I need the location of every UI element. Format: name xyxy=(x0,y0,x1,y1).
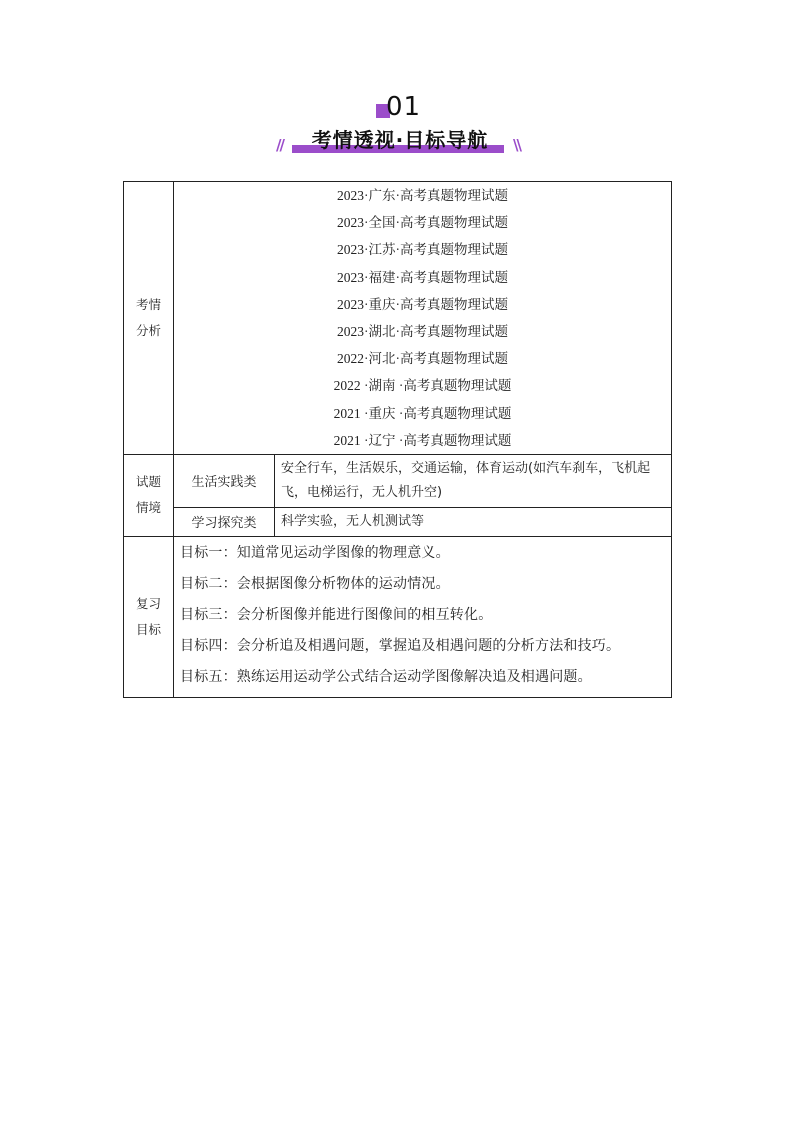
goal-item: 目标二：会根据图像分析物体的运动情况。 xyxy=(180,575,450,592)
exam-item: 2022 ·湖南 ·高考真题物理试题 xyxy=(333,378,512,394)
goal-item: 目标五：熟练运用运动学公式结合运动学图像解决追及相遇问题。 xyxy=(180,668,592,685)
goals-list xyxy=(174,536,672,697)
exam-item: 2023·全国·高考真题物理试题 xyxy=(337,215,508,231)
section-title-text: 考情透视·目标导航 xyxy=(311,128,489,152)
context-row-life xyxy=(124,454,672,507)
context-type: 学习探究类 xyxy=(174,507,275,536)
section-title xyxy=(276,126,520,156)
section-number-text: 01 xyxy=(386,92,422,122)
section-number xyxy=(376,92,436,124)
goal-item: 目标三：会分析图像并能进行图像间的相互转化。 xyxy=(180,606,493,623)
exam-item: 2021 ·辽宁 ·高考真题物理试题 xyxy=(333,432,512,448)
analysis-label: 考情 分析 xyxy=(124,182,174,455)
exam-item: 2023·广东·高考真题物理试题 xyxy=(337,188,508,203)
section-header xyxy=(0,92,794,162)
context-row-study xyxy=(124,507,672,536)
exam-list xyxy=(174,182,672,455)
analysis-row xyxy=(124,182,672,455)
exam-item: 2021 ·重庆 ·高考真题物理试题 xyxy=(333,405,512,421)
goal-item: 目标一：知道常见运动学图像的物理意义。 xyxy=(180,544,450,561)
exam-item: 2023·江苏·高考真题物理试题 xyxy=(337,242,508,258)
exam-item: 2022·河北·高考真题物理试题 xyxy=(337,351,508,367)
goals-row xyxy=(124,536,672,697)
context-content: 安全行车，生活娱乐，交通运输，体育运动(如汽车刹车，飞机起飞，电梯运行，无人机升空) xyxy=(275,454,672,507)
context-label: 试题 情境 xyxy=(124,454,174,536)
exam-item: 2023·湖北·高考真题物理试题 xyxy=(337,323,508,339)
goal-item: 目标四：会分析追及相遇问题，掌握追及相遇问题的分析方法和技巧。 xyxy=(180,637,621,654)
context-type: 生活实践类 xyxy=(174,454,275,507)
goals-label: 复习 目标 xyxy=(124,536,174,697)
context-content: 科学实验，无人机测试等 xyxy=(275,507,672,536)
exam-item: 2023·福建·高考真题物理试题 xyxy=(337,269,508,285)
exam-item: 2023·重庆·高考真题物理试题 xyxy=(337,296,508,312)
exam-analysis-table xyxy=(123,181,672,698)
decorative-slashes-right: \\ xyxy=(513,136,520,154)
decorative-slashes-left: // xyxy=(276,136,283,154)
